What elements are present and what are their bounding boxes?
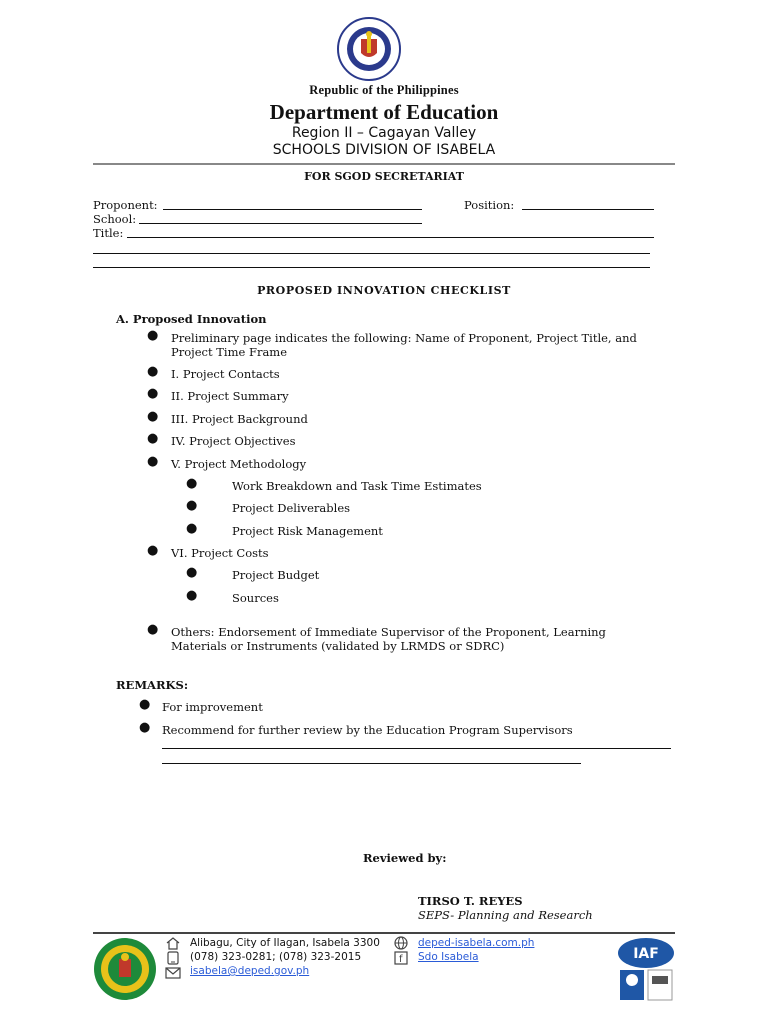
facebook-icon [393, 950, 409, 964]
iaf-certification-logo [616, 936, 676, 1002]
bullet-icon: ● [186, 476, 198, 491]
item-sources: Sources [232, 591, 279, 605]
globe-icon [393, 935, 409, 949]
position-label: Position: [464, 198, 515, 212]
remarks-line-2[interactable] [162, 763, 581, 764]
item-risk: Project Risk Management [232, 524, 383, 538]
item-preliminary: Preliminary page indicates the following: Name of Proponent, Project Title, and [171, 331, 637, 345]
footer-divider [93, 932, 675, 934]
item-budget: Project Budget [232, 568, 320, 582]
bullet-icon: ● [147, 622, 159, 637]
item-preliminary-cont: Project Time Frame [171, 345, 288, 359]
position-field[interactable] [522, 209, 654, 210]
bullet-icon: ● [139, 697, 151, 712]
phone-icon [165, 950, 181, 964]
footer-website-link[interactable]: deped-isabela.com.ph [418, 937, 535, 949]
bullet-icon: ● [147, 386, 159, 401]
bullet-icon: ● [186, 521, 198, 536]
item-costs: VI. Project Costs [171, 546, 269, 560]
footer-facebook-link[interactable]: Sdo Isabela [418, 951, 479, 963]
section-title: FOR SGOD SECRETARIAT [304, 170, 464, 183]
footer-email-link[interactable]: isabela@deped.gov.ph [190, 965, 310, 977]
remark-recommend: Recommend for further review by the Education Program Supervisors [162, 723, 573, 737]
bullet-icon: ● [147, 328, 159, 343]
title-field-line-3[interactable] [93, 267, 650, 268]
region-heading: Region II – Cagayan Valley [291, 125, 477, 141]
bullet-icon: ● [147, 364, 159, 379]
proponent-field[interactable] [163, 209, 422, 210]
item-others: Others: Endorsement of Immediate Supervisor of the Proponent, Learning [171, 625, 606, 639]
svg-text:f: f [399, 954, 403, 965]
item-objectives: IV. Project Objectives [171, 434, 296, 448]
title-field-line-2[interactable] [93, 253, 650, 254]
bullet-icon: ● [139, 720, 151, 735]
bullet-icon: ● [186, 565, 198, 580]
bullet-icon: ● [186, 588, 198, 603]
remarks-label: REMARKS: [116, 678, 189, 692]
reviewer-name: TIRSO T. REYES [418, 894, 523, 908]
item-methodology: V. Project Methodology [171, 457, 307, 471]
checklist-title: PROPOSED INNOVATION CHECKLIST [257, 284, 511, 297]
department-heading: Department of Education [269, 100, 499, 124]
item-deliverables: Project Deliverables [232, 501, 351, 515]
proponent-label: Proponent: [93, 198, 158, 212]
remarks-line-1[interactable] [162, 748, 671, 749]
bullet-icon: ● [147, 454, 159, 469]
footer-phone: (078) 323-0281; (078) 323-2015 [190, 951, 362, 963]
title-field[interactable] [127, 237, 654, 238]
bullet-icon: ● [147, 409, 159, 424]
republic-heading: Republic of the Philippines [309, 83, 459, 97]
bullet-icon: ● [147, 543, 159, 558]
school-field[interactable] [139, 223, 422, 224]
item-contacts: I. Project Contacts [171, 367, 280, 381]
division-heading: SCHOOLS DIVISION OF ISABELA [272, 142, 496, 158]
home-icon [165, 935, 181, 949]
deped-seal-logo [337, 17, 401, 81]
item-background: III. Project Background [171, 412, 308, 426]
section-a-heading: A. Proposed Innovation [116, 312, 267, 326]
item-wbs: Work Breakdown and Task Time Estimates [232, 479, 482, 493]
item-others-cont: Materials or Instruments (validated by LRMDS or SDRC) [171, 639, 505, 653]
bullet-icon: ● [186, 498, 198, 513]
footer-address: Alibagu, City of Ilagan, Isabela 3300 [190, 937, 380, 949]
item-summary: II. Project Summary [171, 389, 289, 403]
email-icon [165, 965, 181, 979]
title-label: Title: [93, 226, 124, 240]
division-seal-logo [93, 937, 157, 1001]
reviewer-position: SEPS- Planning and Research [418, 908, 593, 922]
reviewed-by-label: Reviewed by: [363, 851, 447, 865]
header-divider [93, 163, 675, 165]
bullet-icon: ● [147, 431, 159, 446]
remark-improvement: For improvement [162, 700, 263, 714]
svg-text:IAF: IAF [633, 946, 659, 962]
school-label: School: [93, 212, 137, 226]
